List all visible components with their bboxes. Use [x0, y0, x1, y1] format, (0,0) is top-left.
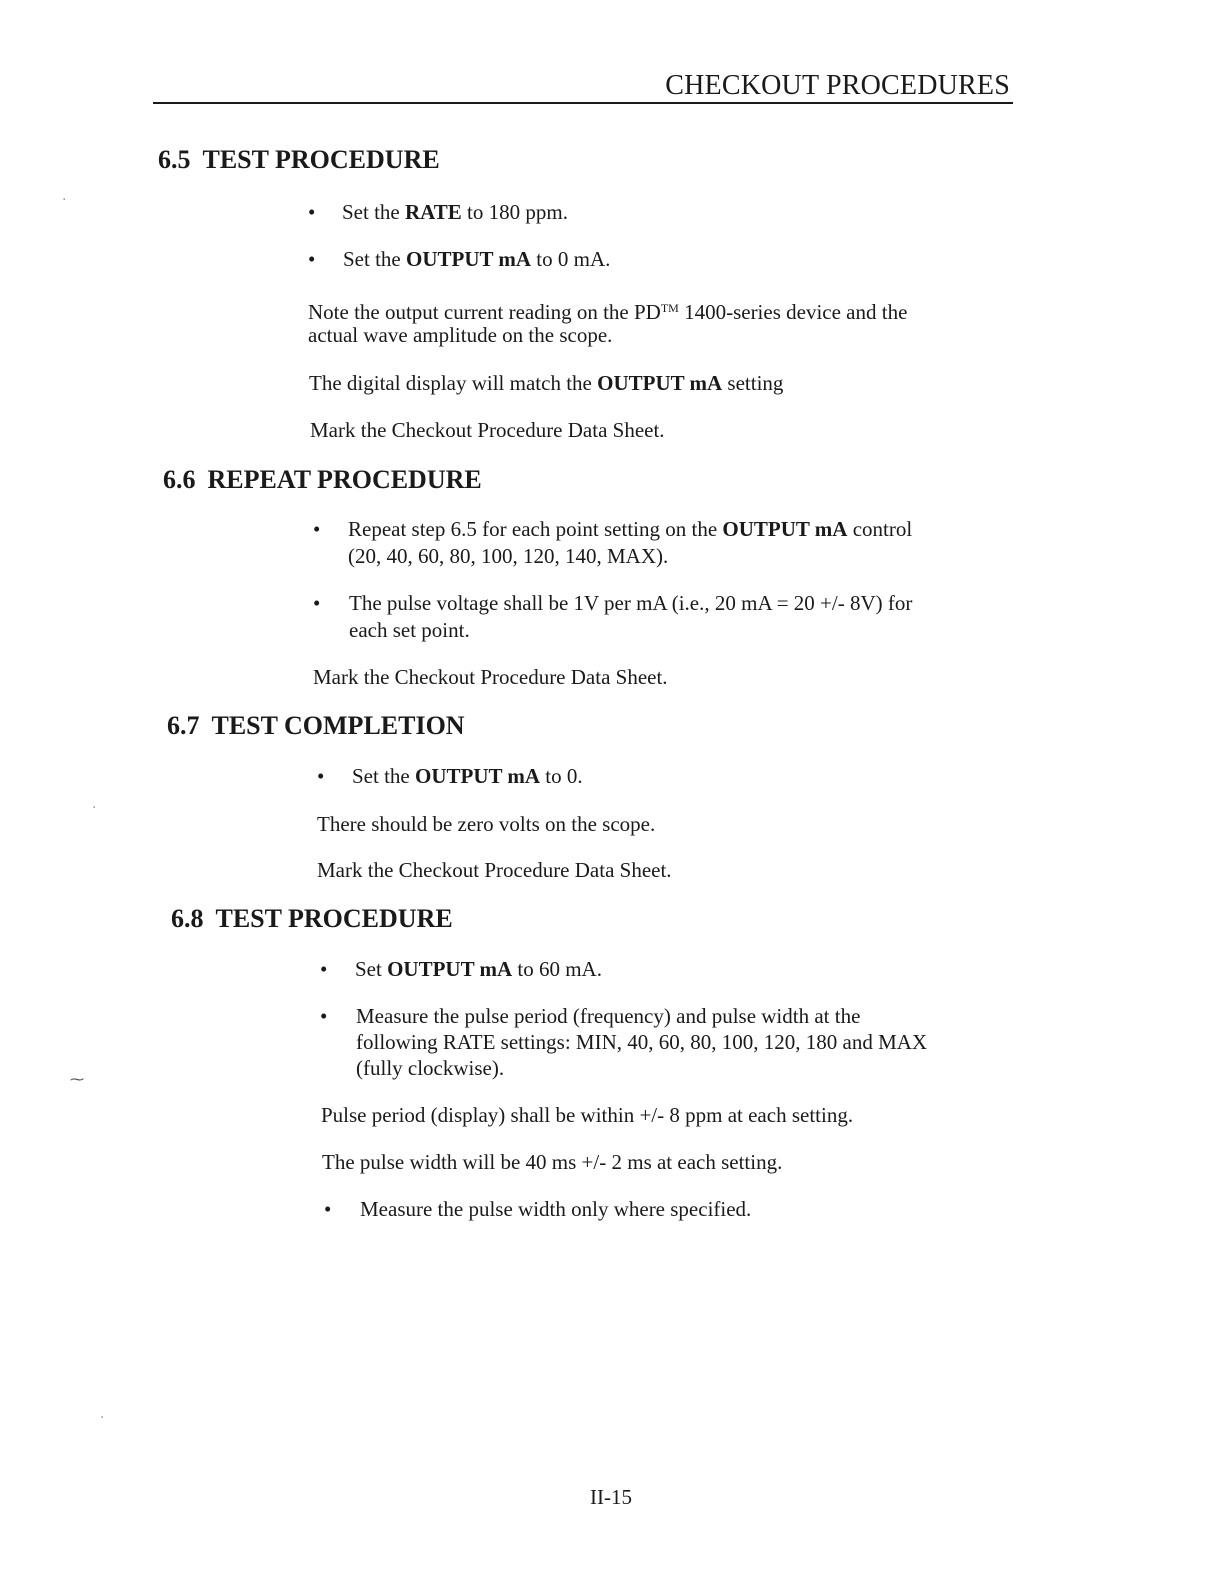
- bullet-pulse-voltage-line2: each set point.: [349, 618, 470, 642]
- section-6-7-heading: [167, 711, 465, 741]
- paragraph-mark-sheet: Mark the Checkout Procedure Data Sheet.: [313, 665, 668, 689]
- section-number: 6.7: [167, 711, 200, 740]
- section-title: TEST PROCEDURE: [215, 904, 453, 933]
- bullet-set-output: Set the OUTPUT mA to 0 mA.: [343, 247, 611, 271]
- bullet-repeat-step: Repeat step 6.5 for each point setting on the OUTPUT mA control: [348, 517, 913, 541]
- scan-mark: ·: [62, 192, 67, 208]
- bullet-set-output-60: Set OUTPUT mA to 60 mA.: [355, 957, 602, 981]
- bullet-set-output-zero: Set the OUTPUT mA to 0.: [352, 764, 583, 788]
- paragraph-mark-sheet: Mark the Checkout Procedure Data Sheet.: [310, 418, 665, 442]
- section-title: TEST PROCEDURE: [202, 145, 440, 174]
- paragraph-note-output-line2: actual wave amplitude on the scope.: [308, 323, 613, 347]
- page-number: II-15: [590, 1485, 632, 1509]
- bullet-icon: •: [317, 764, 325, 788]
- section-number: 6.8: [171, 904, 204, 933]
- bullet-icon: •: [308, 247, 316, 271]
- bullet-icon: •: [324, 1197, 332, 1221]
- bullet-measure-period-line2: following RATE settings: MIN, 40, 60, 80, 100, 120, 180 and MAX: [356, 1030, 928, 1054]
- paragraph-mark-sheet: Mark the Checkout Procedure Data Sheet.: [317, 858, 672, 882]
- paragraph-pulse-period: Pulse period (display) shall be within +/- 8 ppm at each setting.: [321, 1103, 854, 1127]
- bullet-repeat-step-line2: (20, 40, 60, 80, 100, 120, 140, MAX).: [348, 544, 669, 568]
- scan-mark: ⁓: [70, 1072, 84, 1088]
- section-title: REPEAT PROCEDURE: [207, 465, 482, 494]
- paragraph-digital-display: The digital display will match the OUTPUT mA setting: [309, 371, 784, 395]
- paragraph-pulse-width: The pulse width will be 40 ms +/- 2 ms at each setting.: [322, 1150, 783, 1174]
- running-header: CHECKOUT PROCEDURES: [665, 70, 1010, 101]
- bullet-set-rate: Set the RATE to 180 ppm.: [342, 200, 568, 224]
- bullet-pulse-voltage: The pulse voltage shall be 1V per mA (i.e., 20 mA = 20 +/- 8V) for: [349, 591, 913, 615]
- scan-mark: ·: [92, 800, 97, 816]
- bullet-icon: •: [313, 591, 321, 615]
- section-6-8-heading: [171, 904, 453, 934]
- bullet-icon: •: [320, 957, 328, 981]
- section-6-6-heading: [163, 465, 482, 495]
- bullet-measure-width: Measure the pulse width only where specified.: [360, 1197, 752, 1221]
- bullet-icon: •: [313, 517, 321, 541]
- paragraph-note-output: Note the output current reading on the PD™ 1400-series device and the: [308, 300, 908, 324]
- section-number: 6.5: [158, 145, 191, 174]
- bullet-icon: •: [308, 200, 316, 224]
- section-title: TEST COMPLETION: [211, 711, 465, 740]
- paragraph-zero-volts: There should be zero volts on the scope.: [317, 812, 656, 836]
- section-6-5-heading: [158, 145, 440, 175]
- bullet-icon: •: [320, 1004, 328, 1028]
- section-number: 6.6: [163, 465, 196, 494]
- bullet-measure-period-line3: (fully clockwise).: [356, 1056, 505, 1080]
- scan-mark: ·: [100, 1410, 105, 1426]
- bullet-measure-period: Measure the pulse period (frequency) and pulse width at the: [356, 1004, 861, 1028]
- header-rule: [153, 102, 1013, 104]
